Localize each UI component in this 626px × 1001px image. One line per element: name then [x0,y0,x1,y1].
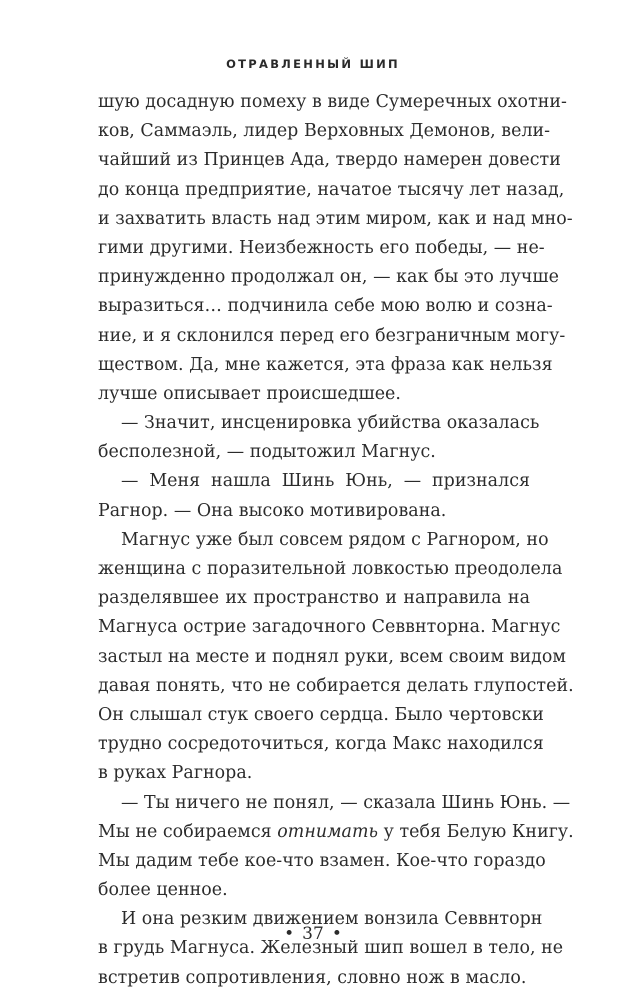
text-line: И она резким движением вонзила Севвнторн [121,909,543,930]
text-line: чайший из Принцев Ада, твердо намерен довести [98,150,561,171]
text-line: Магнуса острие загадочного Севвнторна. Магнус [98,617,561,638]
text-line: более ценное. [98,880,228,901]
body-text [98,88,574,993]
text-line: в грудь Магнуса. Железный шип вошел в тело, не [98,938,564,959]
text-line: Рагнор. — Она высоко мотивирована. [98,500,447,521]
text-line: до конца предприятие, начатое тысячу лет назад, [98,179,565,200]
text-line: Магнус уже был совсем рядом с Рагнором, но [121,529,549,550]
page-number-value: 37 [302,924,324,944]
text-line: Он слышал стук своего сердца. Было чертовски [98,704,544,725]
text-line: женщина с поразительной ловкостью преодолела [98,559,563,579]
bullet-icon: • [331,924,342,944]
text-line: ществом. Да, мне кажется, эта фраза как нельзя [98,354,553,375]
text-line: принужденно продолжал он, — как бы это лучше [98,267,559,288]
text-line: выразиться… подчинила себе мою волю и созна- [98,296,553,317]
running-header: ОТРАВЛЕННЫЙ ШИП [226,57,400,71]
text-line: шую досадную помеху в виде Сумеречных охотни- [98,92,567,112]
text-line: разделявшее их пространство и направила на [98,588,530,609]
text-line: ков, Саммаэль, лидер Верховных Демонов, вели- [98,121,551,142]
text-line: — Значит, инсценировка убийства оказалась [121,413,540,434]
text-line: гими другими. Неизбежность его победы, — не- [98,237,545,258]
text-line: — Ты ничего не понял, — сказала Шинь Юнь. — [121,792,571,813]
text-fragment: у тебя Белую Книгу. [378,821,574,842]
text-line: застыл на месте и поднял руки, всем своим видом [98,646,566,667]
text-line: в руках Рагнора. [98,763,253,784]
text-line: давая понять, что не собирается делать глупостей. [98,675,574,696]
text-line: бесполезной, — подытожил Магнус. [98,442,436,463]
text-line: и захватить власть над этим миром, как и над мно- [98,208,573,229]
bullet-icon: • [284,924,295,944]
text-fragment: Мы не собираемся [98,821,278,842]
text-line-with-emphasis [98,818,574,847]
text-line: — Меня нашла Шинь Юнь, — признался [121,471,530,492]
emphasis-word: отнимать [277,821,379,842]
page-number [0,924,626,944]
text-line: Мы дадим тебе кое-что взамен. Кое-что гораздо [98,850,546,871]
text-line: встретив сопротивления, словно нож в масло. [98,967,527,988]
text-line: ние, и я склонился перед его безграничным могу- [98,325,566,346]
text-line: лучше описывает происшедшее. [98,383,401,404]
text-line: трудно сосредоточиться, когда Макс находился [98,734,544,755]
